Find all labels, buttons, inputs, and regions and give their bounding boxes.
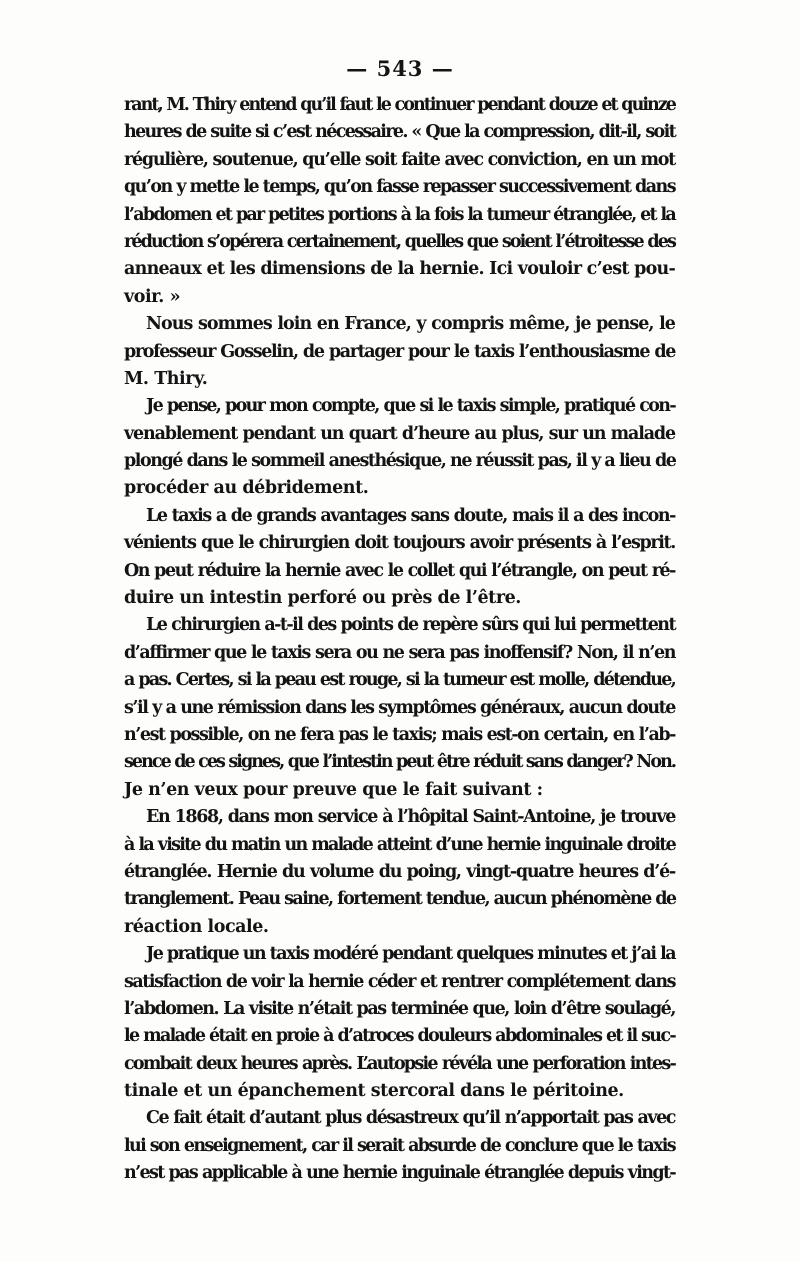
body-text xyxy=(124,92,675,1188)
text-line: réaction locale. xyxy=(124,916,269,937)
text-line: rant, M. Thiry entend qu’il faut le continuer pendant douze et quinze xyxy=(124,95,675,115)
text-line: n’est pas applicable à une hernie inguinale étranglée depuis vingt- xyxy=(124,1163,675,1184)
text-line: Ce fait était d’autant plus désastreux qu’il n’apportait pas avec xyxy=(146,1108,675,1129)
text-line: voir. » xyxy=(124,286,181,307)
text-line: combait deux heures après. L’autopsie révéla une perforation intes- xyxy=(124,1053,675,1074)
text-line: l’abdomen. La visite n’était pas terminée que, loin d’être soulagé, xyxy=(124,998,675,1019)
text-line: Je pratique un taxis modéré pendant quelques minutes et j’ai la xyxy=(146,944,675,965)
text-line: heures de suite si c’est nécessaire. « Que la compression, dit-il, soit xyxy=(124,122,675,143)
text-line: plongé dans le sommeil anesthésique, ne réussit pas, il y a lieu de xyxy=(124,451,676,472)
page-number: — 543 — xyxy=(346,56,454,81)
text-line: Je pense, pour mon compte, que si le taxis simple, pratiqué con- xyxy=(146,396,675,417)
text-line: Nous sommes loin en France, y compris même, je pense, le xyxy=(146,314,675,335)
text-line: sence de ces signes, que l’intestin peut être réduit sans danger? Non. xyxy=(124,752,675,773)
text-line: tinale et un épanchement stercoral dans le péritoine. xyxy=(124,1081,624,1102)
text-line: professeur Gosselin, de partager pour le taxis l’enthousiasme de xyxy=(124,341,675,362)
text-line: vénients que le chirurgien doit toujours avoir présents à l’esprit. xyxy=(124,533,675,554)
text-line: régulière, soutenue, qu’elle soit faite avec conviction, en un mot xyxy=(124,149,675,170)
text-line: procéder au débridement. xyxy=(124,478,369,499)
text-line: l’abdomen et par petites portions à la fois la tumeur étranglée, et la xyxy=(124,204,675,225)
text-line: à la visite du matin un malade atteint d’une hernie inguinale droite xyxy=(124,834,675,855)
text-line: étranglée. Hernie du volume du poing, vingt-quatre heures d’é- xyxy=(124,861,675,882)
text-line: d’affirmer que le taxis sera ou ne sera pas inoffensif? Non, il n’en xyxy=(124,642,675,663)
text-line: En 1868, dans mon service à l’hôpital Saint-Antoine, je trouve xyxy=(146,807,675,828)
text-line: Le chirurgien a-t-il des points de repère sûrs qui lui permettent xyxy=(146,615,675,636)
text-line: Je n’en veux pour preuve que le fait suivant : xyxy=(124,779,543,800)
text-line: n’est possible, on ne fera pas le taxis; mais est-on certain, en l’ab- xyxy=(124,724,675,745)
text-line: anneaux et les dimensions de la hernie. Ici vouloir c’est pou- xyxy=(124,259,675,280)
text-line: a pas. Certes, si la peau est rouge, si la tumeur est molle, détendue, xyxy=(124,670,675,691)
text-line: Le taxis a de grands avantages sans doute, mais il a des incon- xyxy=(146,505,675,526)
text-line: le malade était en proie à d’atroces douleurs abdominales et il suc- xyxy=(124,1026,675,1047)
text-line: réduction s’opérera certainement, quelles que soient l’étroitesse des xyxy=(124,231,675,252)
text-line: s’il y a une rémission dans les symptômes généraux, aucun doute xyxy=(124,697,675,718)
text-line: satisfaction de voir la hernie céder et rentrer complétement dans xyxy=(124,971,675,992)
text-line: tranglement. Peau saine, fortement tendue, aucun phénomène de xyxy=(124,889,676,910)
text-line: qu’on y mette le temps, qu’on fasse repasser successivement dans xyxy=(124,177,675,198)
text-line: On peut réduire la hernie avec le collet qui l’étrangle, on peut ré- xyxy=(124,560,675,581)
text-line: lui son enseignement, car il serait absurde de conclure que le taxis xyxy=(124,1135,675,1156)
text-line: venablement pendant un quart d’heure au plus, sur un malade xyxy=(124,423,675,444)
text-line: M. Thiry. xyxy=(124,368,208,389)
text-line: duire un intestin perforé ou près de l’être. xyxy=(124,588,521,609)
